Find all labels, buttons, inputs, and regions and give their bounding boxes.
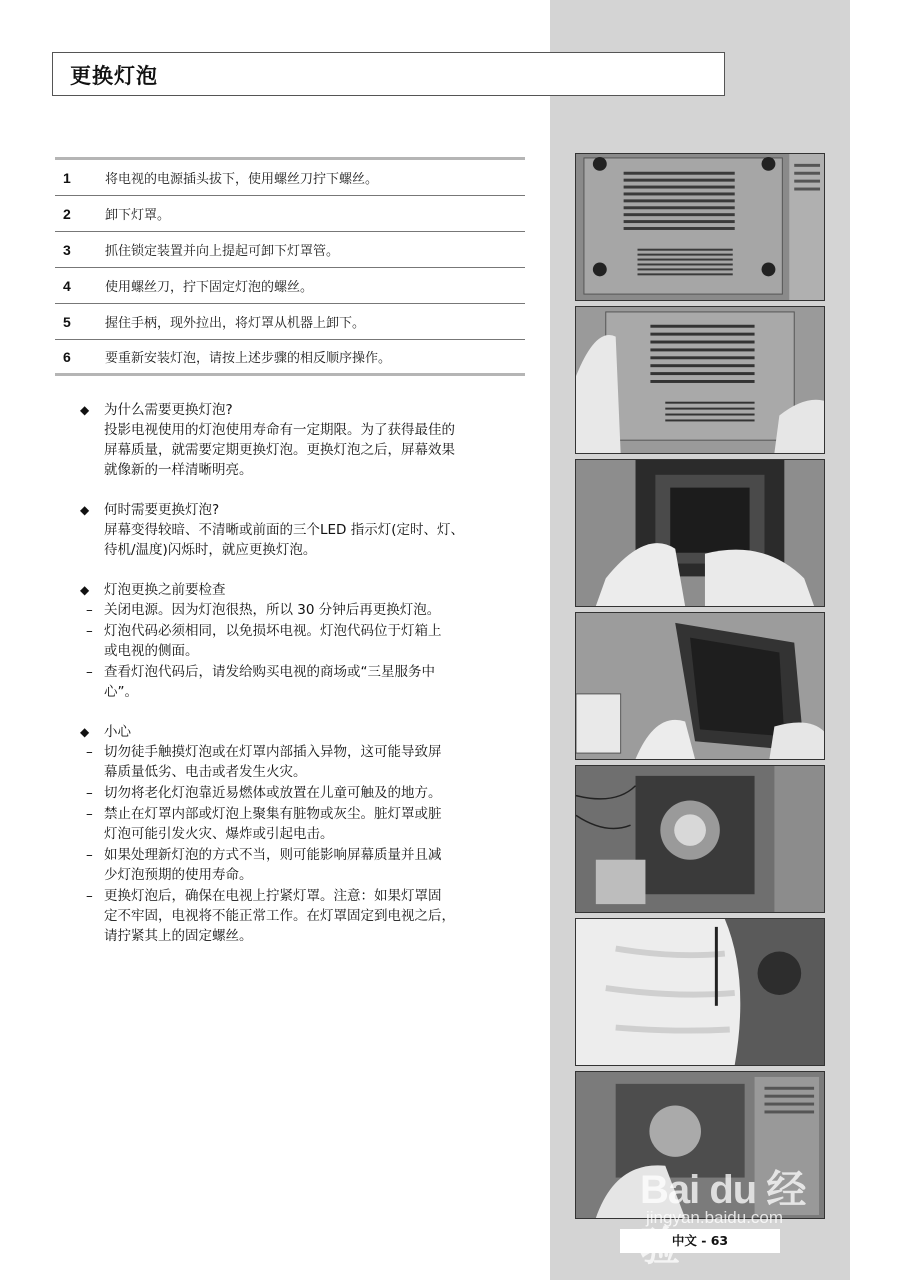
step-row [55, 232, 525, 268]
step-text: 将电视的电源插头拔下，使用螺丝刀拧下螺丝。 [105, 172, 379, 187]
page-title: 更换灯泡 [70, 64, 158, 88]
list-item-text: 关闭电源。因为灯泡很热，所以 30 分钟后再更换灯泡。 [104, 602, 441, 618]
step-text: 使用螺丝刀，拧下固定灯泡的螺丝。 [105, 280, 314, 295]
list-item-text: 查看灯泡代码后，请发给购买电视的商场或“三星服务中 心”。 [104, 664, 435, 700]
list-item [80, 621, 530, 661]
list-item-text: 更换灯泡后，确保在电视上拧紧灯罩。注意：如果灯罩固 定不牢固，电视将不能正常工作。在灯罩固定到电视之后， 请拧紧其上的固定螺丝。 [104, 888, 455, 944]
dash-bullet: – [86, 623, 93, 639]
baidu-watermark [640, 1150, 840, 1240]
note-caution [80, 722, 530, 946]
list-item-text: 切勿将老化灯泡靠近易燃体或放置在儿童可触及的地方。 [104, 785, 442, 801]
watermark-logo: Bai du 经 [640, 1168, 806, 1212]
photo-step-1 [575, 153, 825, 301]
note-when [80, 500, 530, 560]
step-text: 卸下灯罩。 [105, 208, 171, 223]
list-item [80, 804, 530, 844]
list-item [80, 662, 530, 702]
photo-step-6 [575, 918, 825, 1066]
list-item [80, 886, 530, 946]
step-row [55, 304, 525, 340]
dash-bullet: – [86, 806, 93, 822]
diamond-bullet-icon: ◆ [80, 725, 90, 739]
step-row [55, 268, 525, 304]
step-row [55, 196, 525, 232]
watermark-url: jingyan.baidu.com [646, 1208, 784, 1227]
step-number: 1 [63, 169, 71, 186]
dash-bullet: – [86, 785, 93, 801]
step-row [55, 160, 525, 196]
list-item-text: 灯泡代码必须相同，以免损坏电视。灯泡代码位于灯箱上 或电视的侧面。 [104, 623, 442, 659]
dash-bullet: – [86, 847, 93, 863]
right-margin [850, 0, 910, 1280]
photo-step-5 [575, 765, 825, 913]
note-body: 屏幕变得较暗、不清晰或前面的三个LED 指示灯(定时、灯、 待机/温度)闪烁时，就应更换灯泡。 [104, 522, 465, 558]
notes-section [80, 400, 530, 966]
photo-strip [575, 153, 825, 1224]
list-item [80, 783, 530, 803]
list-item [80, 742, 530, 782]
note-check [80, 580, 530, 702]
dash-bullet: – [86, 888, 93, 904]
note-heading: 小心 [104, 724, 131, 740]
note-body: 投影电视使用的灯泡使用寿命有一定期限。为了获得最佳的 屏幕质量，就需要定期更换灯泡。更换灯泡之后，屏幕效果 就像新的一样清晰明亮。 [104, 422, 455, 478]
list-item [80, 600, 530, 620]
step-number: 5 [63, 313, 71, 330]
page-title-box [52, 52, 725, 96]
photo-step-4 [575, 612, 825, 760]
dash-bullet: – [86, 664, 93, 680]
step-row [55, 340, 525, 376]
dash-bullet: – [86, 602, 93, 618]
note-heading: 灯泡更换之前要检查 [104, 582, 226, 598]
list-item [80, 845, 530, 885]
list-item-text: 切勿徒手触摸灯泡或在灯罩内部插入异物，这可能导致屏 幕质量低劣、电击或者发生火灾。 [104, 744, 442, 780]
step-text: 要重新安装灯泡，请按上述步骤的相反顺序操作。 [105, 351, 392, 366]
dash-bullet: – [86, 744, 93, 760]
step-number: 3 [63, 241, 71, 258]
diamond-bullet-icon: ◆ [80, 403, 90, 417]
page-footer: 中文 - 63 [620, 1229, 780, 1253]
note-heading: 为什么需要更换灯泡? [104, 402, 233, 418]
photo-step-3 [575, 459, 825, 607]
step-number: 4 [63, 277, 71, 294]
step-text: 抓住锁定装置并向上提起可卸下灯罩管。 [105, 244, 340, 259]
list-item-text: 禁止在灯罩内部或灯泡上聚集有脏物或灰尘。脏灯罩或脏 灯泡可能引发火灾、爆炸或引起电击。 [104, 806, 442, 842]
photo-step-2 [575, 306, 825, 454]
step-text: 握住手柄，现外拉出，将灯罩从机器上卸下。 [105, 316, 366, 331]
note-heading: 何时需要更换灯泡? [104, 502, 220, 518]
note-why [80, 400, 530, 480]
steps-table [55, 157, 525, 376]
step-number: 6 [63, 348, 71, 365]
diamond-bullet-icon: ◆ [80, 503, 90, 517]
diamond-bullet-icon: ◆ [80, 583, 90, 597]
list-item-text: 如果处理新灯泡的方式不当，则可能影响屏幕质量并且减 少灯泡预期的使用寿命。 [104, 847, 442, 883]
step-number: 2 [63, 205, 71, 222]
